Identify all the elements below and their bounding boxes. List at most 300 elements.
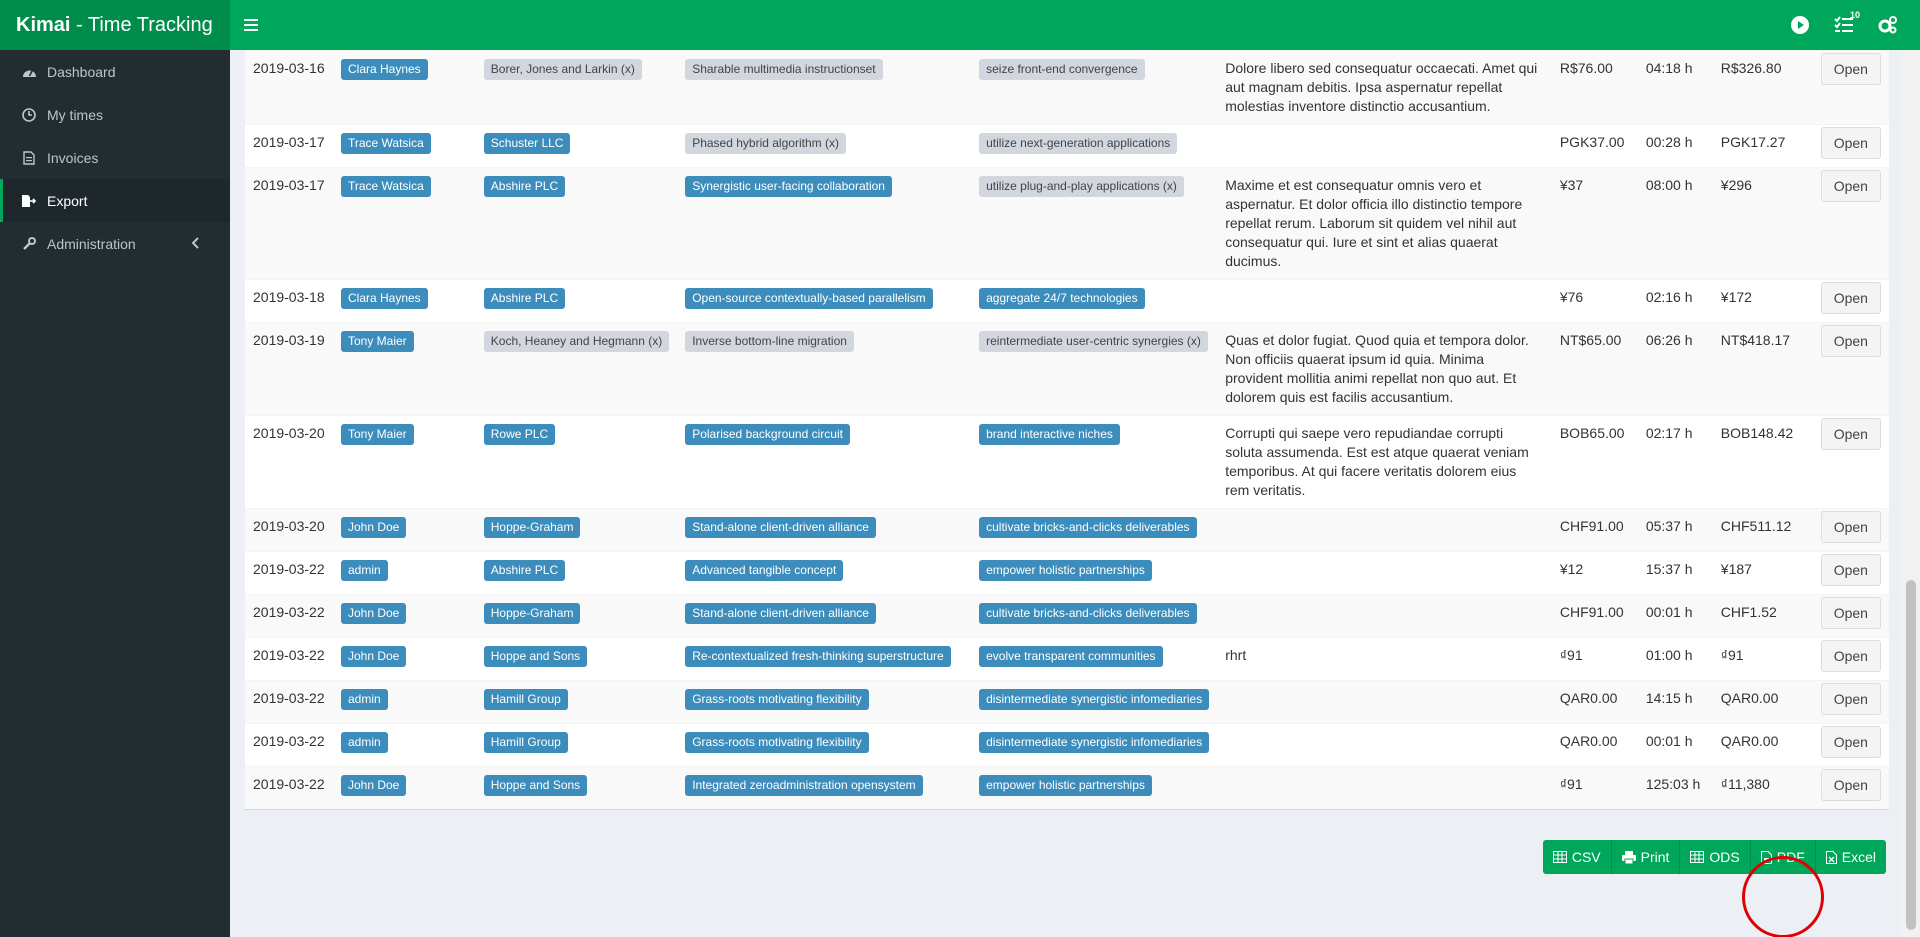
sidebar-item-label: Dashboard — [47, 63, 116, 80]
date-value: 2019-03-20 — [253, 518, 325, 534]
total-cell — [1713, 638, 1813, 681]
open-button[interactable]: Open — [1821, 683, 1881, 715]
duration-value: 00:01 h — [1645, 604, 1693, 620]
rate-cell — [1552, 638, 1638, 681]
activity-cell — [971, 323, 1217, 416]
duration-cell — [1638, 724, 1713, 767]
play-circle-icon — [1790, 15, 1810, 35]
rate-value: CHF91.00 — [1559, 518, 1624, 534]
sidebar-item-label: Export — [47, 192, 88, 209]
user-cell — [333, 724, 476, 767]
sidebar-item-my-times[interactable] — [0, 93, 230, 136]
hamburger-icon — [244, 18, 260, 32]
description-cell — [1217, 280, 1552, 323]
project-badge: Advanced tangible concept — [685, 560, 843, 581]
description-cell — [1217, 168, 1552, 280]
start-timer-button[interactable] — [1778, 0, 1822, 50]
app-logo[interactable] — [0, 0, 230, 50]
brand-subtitle: - Time Tracking — [70, 13, 213, 36]
sidebar-item-invoices[interactable] — [0, 136, 230, 179]
rate-cell — [1552, 552, 1638, 595]
date-value: 2019-03-18 — [253, 289, 325, 305]
rate-value: ¥37 — [1559, 177, 1584, 193]
rate-cell — [1552, 280, 1638, 323]
activity-badge: utilize plug-and-play applications (x) — [979, 176, 1184, 197]
brand-name: Kimai — [16, 13, 71, 36]
rate-cell — [1552, 168, 1638, 280]
date-cell — [245, 125, 333, 168]
activity-badge: disintermediate synergistic infomediaries — [979, 689, 1209, 710]
date-value: 2019-03-17 — [253, 177, 325, 193]
activity-cell — [971, 280, 1217, 323]
table-row — [245, 280, 1889, 323]
customer-cell — [476, 416, 677, 509]
description-text: rhrt — [1225, 647, 1247, 663]
customer-badge: Abshire PLC — [484, 288, 565, 309]
duration-cell — [1638, 416, 1713, 509]
activity-badge: utilize next-generation applications — [979, 133, 1177, 154]
description-cell — [1217, 724, 1552, 767]
table-row — [245, 681, 1889, 724]
active-timesheets-button[interactable] — [1822, 0, 1866, 50]
date-value: 2019-03-22 — [253, 647, 325, 663]
description-cell — [1217, 767, 1552, 810]
duration-cell — [1638, 552, 1713, 595]
duration-cell — [1638, 280, 1713, 323]
date-value: 2019-03-22 — [253, 733, 325, 749]
date-value: 2019-03-17 — [253, 134, 325, 150]
export-pdf-button[interactable] — [1751, 840, 1816, 874]
duration-value: 08:00 h — [1645, 177, 1693, 193]
user-cell — [333, 595, 476, 638]
activity-cell — [971, 51, 1217, 125]
rate-cell — [1552, 509, 1638, 552]
duration-value: 125:03 h — [1645, 776, 1701, 792]
rate-cell — [1552, 724, 1638, 767]
description-text: Quas et dolor fugiat. Quod quia et tempora dolor. Non officiis quaerat ipsum id quia. Minima provident mollitia animi repellat non quo aut. Et dolorem quis est facilis accusantium. — [1225, 332, 1529, 405]
open-button[interactable]: Open — [1821, 325, 1881, 357]
customer-cell — [476, 552, 677, 595]
rate-value: ¥12 — [1559, 561, 1584, 577]
user-cell — [333, 280, 476, 323]
open-button[interactable]: Open — [1821, 127, 1881, 159]
duration-value: 05:37 h — [1645, 518, 1693, 534]
excel-file-icon — [1826, 851, 1837, 864]
user-badge: Clara Haynes — [341, 288, 428, 309]
customer-cell — [476, 280, 677, 323]
activity-cell — [971, 595, 1217, 638]
activity-badge: cultivate bricks-and-clicks deliverables — [979, 517, 1196, 538]
file-icon — [21, 150, 37, 166]
user-badge: admin — [341, 560, 388, 581]
date-value: 2019-03-22 — [253, 604, 325, 620]
rate-value: PGK37.00 — [1559, 134, 1625, 150]
clock-icon — [21, 107, 37, 123]
user-badge: John Doe — [341, 646, 406, 667]
table-icon — [1553, 851, 1567, 863]
activity-badge: brand interactive niches — [979, 424, 1120, 445]
project-badge: Phased hybrid algorithm (x) — [685, 133, 846, 154]
duration-cell — [1638, 168, 1713, 280]
customer-badge: Abshire PLC — [484, 560, 565, 581]
table-row — [245, 724, 1889, 767]
customer-badge: Hamill Group — [484, 689, 568, 710]
sidebar — [0, 50, 230, 937]
description-cell — [1217, 509, 1552, 552]
actions-cell — [1813, 509, 1889, 552]
actions-cell — [1813, 724, 1889, 767]
date-value: 2019-03-22 — [253, 561, 325, 577]
activity-cell — [971, 552, 1217, 595]
open-button[interactable]: Open — [1821, 726, 1881, 758]
duration-value: 02:16 h — [1645, 289, 1693, 305]
user-cell — [333, 509, 476, 552]
customer-cell — [476, 125, 677, 168]
duration-value: 15:37 h — [1645, 561, 1693, 577]
total-cell — [1713, 724, 1813, 767]
actions-cell — [1813, 125, 1889, 168]
customer-badge: Hoppe and Sons — [484, 775, 587, 796]
customer-cell — [476, 168, 677, 280]
total-cell — [1713, 323, 1813, 416]
sidebar-item-dashboard[interactable] — [0, 50, 230, 93]
total-value: ¥187 — [1720, 561, 1752, 577]
description-cell — [1217, 681, 1552, 724]
project-badge: Stand-alone client-driven alliance — [685, 517, 876, 538]
date-cell — [245, 323, 333, 416]
date-cell — [245, 724, 333, 767]
project-cell — [677, 767, 971, 810]
date-cell — [245, 416, 333, 509]
customer-badge: Hoppe-Graham — [484, 517, 581, 538]
actions-cell — [1813, 280, 1889, 323]
customer-cell — [476, 638, 677, 681]
activity-cell — [971, 724, 1217, 767]
customer-badge: Schuster LLC — [484, 133, 571, 154]
project-cell — [677, 416, 971, 509]
duration-value: 00:28 h — [1645, 134, 1693, 150]
activity-badge: seize front-end convergence — [979, 59, 1144, 80]
total-cell — [1713, 552, 1813, 595]
total-cell — [1713, 681, 1813, 724]
table-row — [245, 638, 1889, 681]
project-cell — [677, 280, 971, 323]
export-pdf-label: PDF — [1776, 849, 1805, 865]
activity-cell — [971, 125, 1217, 168]
export-excel-button[interactable] — [1816, 840, 1886, 874]
total-cell — [1713, 416, 1813, 509]
date-cell — [245, 552, 333, 595]
open-button[interactable]: Open — [1821, 511, 1881, 543]
table-row — [245, 125, 1889, 168]
description-cell — [1217, 552, 1552, 595]
actions-cell — [1813, 595, 1889, 638]
scrollbar-thumb[interactable] — [1906, 580, 1916, 930]
total-cell — [1713, 168, 1813, 280]
cogs-icon — [1878, 16, 1898, 34]
user-cell — [333, 168, 476, 280]
activity-badge: disintermediate synergistic infomediaries — [979, 732, 1209, 753]
duration-cell — [1638, 767, 1713, 810]
total-value: CHF511.12 — [1720, 518, 1792, 534]
top-navbar — [230, 0, 1920, 50]
rate-value: ¥76 — [1559, 289, 1584, 305]
duration-value: 01:00 h — [1645, 647, 1693, 663]
project-badge: Sharable multimedia instructionset — [685, 59, 882, 80]
sidebar-item-label: Administration — [47, 235, 136, 252]
date-cell — [245, 767, 333, 810]
activity-badge: empower holistic partnerships — [979, 775, 1152, 796]
activity-cell — [971, 681, 1217, 724]
timesheet-table — [245, 50, 1889, 809]
export-icon — [21, 193, 37, 209]
actions-cell — [1813, 416, 1889, 509]
customer-cell — [476, 724, 677, 767]
open-button[interactable]: Open — [1821, 554, 1881, 586]
total-value: ¥296 — [1720, 177, 1752, 193]
customer-badge: Hoppe and Sons — [484, 646, 587, 667]
activity-badge: cultivate bricks-and-clicks deliverables — [979, 603, 1196, 624]
date-value: 2019-03-16 — [253, 60, 325, 76]
total-value: ¥172 — [1720, 289, 1752, 305]
duration-cell — [1638, 51, 1713, 125]
wrench-icon — [21, 236, 37, 252]
table-row — [245, 767, 1889, 810]
export-print-label: Print — [1640, 849, 1670, 865]
export-csv-label: CSV — [1571, 849, 1601, 865]
user-badge: John Doe — [341, 775, 406, 796]
table-row — [245, 595, 1889, 638]
export-toolbar — [1543, 840, 1886, 874]
timesheet-table-box — [245, 50, 1889, 810]
table-row — [245, 168, 1889, 280]
date-cell — [245, 595, 333, 638]
activity-cell — [971, 168, 1217, 280]
rate-value: QAR0.00 — [1559, 733, 1618, 749]
export-excel-label: Excel — [1841, 849, 1876, 865]
open-button[interactable]: Open — [1821, 418, 1881, 450]
total-value: PGK17.27 — [1720, 134, 1786, 150]
duration-cell — [1638, 638, 1713, 681]
project-cell — [677, 724, 971, 767]
project-cell — [677, 681, 971, 724]
rate-value: QAR0.00 — [1559, 690, 1618, 706]
user-badge: Trace Watsica — [341, 133, 431, 154]
actions-cell — [1813, 323, 1889, 416]
user-cell — [333, 51, 476, 125]
rate-cell — [1552, 416, 1638, 509]
total-value: ₫91 — [1720, 647, 1744, 663]
duration-cell — [1638, 125, 1713, 168]
rate-value: ₫91 — [1559, 647, 1583, 663]
activity-cell — [971, 509, 1217, 552]
user-badge: Tony Maier — [341, 424, 414, 445]
actions-cell — [1813, 681, 1889, 724]
sidebar-item-label: My times — [47, 106, 103, 123]
date-cell — [245, 681, 333, 724]
customer-badge: Borer, Jones and Larkin (x) — [484, 59, 642, 80]
project-badge: Grass-roots motivating flexibility — [685, 732, 868, 753]
user-badge: John Doe — [341, 517, 406, 538]
project-badge: Polarised background circuit — [685, 424, 850, 445]
user-cell — [333, 681, 476, 724]
rate-cell — [1552, 595, 1638, 638]
export-print-button[interactable] — [1612, 840, 1681, 874]
table-row — [245, 552, 1889, 595]
project-badge: Open-source contextually-based parallelism — [685, 288, 932, 309]
open-button[interactable]: Open — [1821, 597, 1881, 629]
user-cell — [333, 552, 476, 595]
user-badge: Clara Haynes — [341, 59, 428, 80]
table-row — [245, 416, 1889, 509]
customer-badge: Hamill Group — [484, 732, 568, 753]
rate-value: CHF91.00 — [1559, 604, 1624, 620]
total-value: ₫11,380 — [1720, 776, 1770, 792]
rate-value: ₫91 — [1559, 776, 1583, 792]
rate-value: NT$65.00 — [1559, 332, 1622, 348]
user-cell — [333, 767, 476, 810]
actions-cell — [1813, 552, 1889, 595]
description-cell — [1217, 51, 1552, 125]
open-button[interactable]: Open — [1821, 769, 1881, 801]
actions-cell — [1813, 767, 1889, 810]
sidebar-toggle-button[interactable] — [232, 0, 272, 50]
project-badge: Synergistic user-facing collaboration — [685, 176, 892, 197]
project-cell — [677, 552, 971, 595]
description-cell — [1217, 416, 1552, 509]
duration-cell — [1638, 681, 1713, 724]
project-cell — [677, 638, 971, 681]
total-value: R$326.80 — [1720, 60, 1782, 76]
customer-cell — [476, 681, 677, 724]
duration-value: 06:26 h — [1645, 332, 1693, 348]
duration-value: 14:15 h — [1645, 690, 1693, 706]
project-cell — [677, 595, 971, 638]
project-cell — [677, 168, 971, 280]
user-cell — [333, 125, 476, 168]
actions-cell — [1813, 638, 1889, 681]
table-icon — [1690, 851, 1704, 863]
user-cell — [333, 323, 476, 416]
chevron-left-icon — [192, 236, 200, 252]
date-value: 2019-03-19 — [253, 332, 325, 348]
description-cell — [1217, 595, 1552, 638]
customer-cell — [476, 595, 677, 638]
dashboard-icon — [21, 64, 37, 80]
total-value: BOB148.42 — [1720, 425, 1794, 441]
total-cell — [1713, 125, 1813, 168]
activity-badge: empower holistic partnerships — [979, 560, 1152, 581]
customer-cell — [476, 51, 677, 125]
user-badge: Trace Watsica — [341, 176, 431, 197]
total-value: QAR0.00 — [1720, 733, 1779, 749]
customer-badge: Abshire PLC — [484, 176, 565, 197]
user-cell — [333, 638, 476, 681]
total-value: CHF1.52 — [1720, 604, 1777, 620]
actions-cell — [1813, 168, 1889, 280]
rate-value: R$76.00 — [1559, 60, 1613, 76]
print-icon — [1622, 851, 1636, 864]
activity-cell — [971, 638, 1217, 681]
date-value: 2019-03-22 — [253, 690, 325, 706]
activity-badge: reintermediate user-centric synergies (x) — [979, 331, 1208, 352]
duration-cell — [1638, 509, 1713, 552]
duration-cell — [1638, 595, 1713, 638]
total-value: NT$418.17 — [1720, 332, 1791, 348]
rate-cell — [1552, 323, 1638, 416]
project-badge: Re-contextualized fresh-thinking superstructure — [685, 646, 950, 667]
date-cell — [245, 168, 333, 280]
customer-cell — [476, 767, 677, 810]
project-badge: Integrated zeroadministration opensystem — [685, 775, 922, 796]
total-cell — [1713, 509, 1813, 552]
activity-cell — [971, 767, 1217, 810]
open-button[interactable]: Open — [1821, 53, 1881, 85]
page-scrollbar[interactable] — [1902, 50, 1920, 937]
description-cell — [1217, 323, 1552, 416]
total-value: QAR0.00 — [1720, 690, 1779, 706]
project-cell — [677, 51, 971, 125]
sidebar-item-export[interactable] — [0, 179, 230, 222]
export-ods-button[interactable] — [1680, 840, 1750, 874]
project-badge: Inverse bottom-line migration — [685, 331, 854, 352]
user-badge: Tony Maier — [341, 331, 414, 352]
customer-badge: Hoppe-Graham — [484, 603, 581, 624]
description-text: Maxime et est consequatur omnis vero et aspernatur. Et dolor officia illo distinctio tempore repellat rerum. Laborum sit quidem vel nihil aut consequatur qui. Iure et sint et alias quaerat ducimus. — [1225, 177, 1523, 269]
rate-cell — [1552, 767, 1638, 810]
open-button[interactable]: Open — [1821, 640, 1881, 672]
rate-value: BOB65.00 — [1559, 425, 1625, 441]
table-row — [245, 51, 1889, 125]
pdf-file-icon — [1761, 851, 1772, 864]
customer-cell — [476, 323, 677, 416]
settings-button[interactable] — [1866, 0, 1910, 50]
project-badge: Stand-alone client-driven alliance — [685, 603, 876, 624]
project-cell — [677, 125, 971, 168]
main-content — [230, 50, 1902, 937]
duration-value: 04:18 h — [1645, 60, 1693, 76]
date-value: 2019-03-22 — [253, 776, 325, 792]
open-button[interactable]: Open — [1821, 170, 1881, 202]
description-cell — [1217, 638, 1552, 681]
description-text: Dolore libero sed consequatur occaecati. Amet qui aut magnam debitis. Ipsa aspernatur repellat molestias inventore distinctio accusantium. — [1225, 60, 1538, 114]
activity-cell — [971, 416, 1217, 509]
user-badge: John Doe — [341, 603, 406, 624]
total-cell — [1713, 595, 1813, 638]
user-badge: admin — [341, 732, 388, 753]
description-text: Corrupti qui saepe vero repudiandae corrupti soluta assumenda. Est est atque quaerat veniam temporibus. At qui facere veritatis dolorem eius rem veritatis. — [1225, 425, 1529, 498]
date-cell — [245, 51, 333, 125]
description-cell — [1217, 125, 1552, 168]
project-cell — [677, 323, 971, 416]
export-csv-button[interactable] — [1543, 840, 1612, 874]
duration-cell — [1638, 323, 1713, 416]
project-cell — [677, 509, 971, 552]
date-value: 2019-03-20 — [253, 425, 325, 441]
customer-cell — [476, 509, 677, 552]
duration-value: 00:01 h — [1645, 733, 1693, 749]
date-cell — [245, 638, 333, 681]
user-cell — [333, 416, 476, 509]
customer-badge: Rowe PLC — [484, 424, 555, 445]
rate-cell — [1552, 681, 1638, 724]
sidebar-item-administration[interactable] — [0, 222, 230, 265]
sidebar-item-label: Invoices — [47, 149, 99, 166]
rate-cell — [1552, 125, 1638, 168]
total-cell — [1713, 280, 1813, 323]
open-button[interactable]: Open — [1821, 282, 1881, 314]
customer-badge: Koch, Heaney and Hegmann (x) — [484, 331, 669, 352]
